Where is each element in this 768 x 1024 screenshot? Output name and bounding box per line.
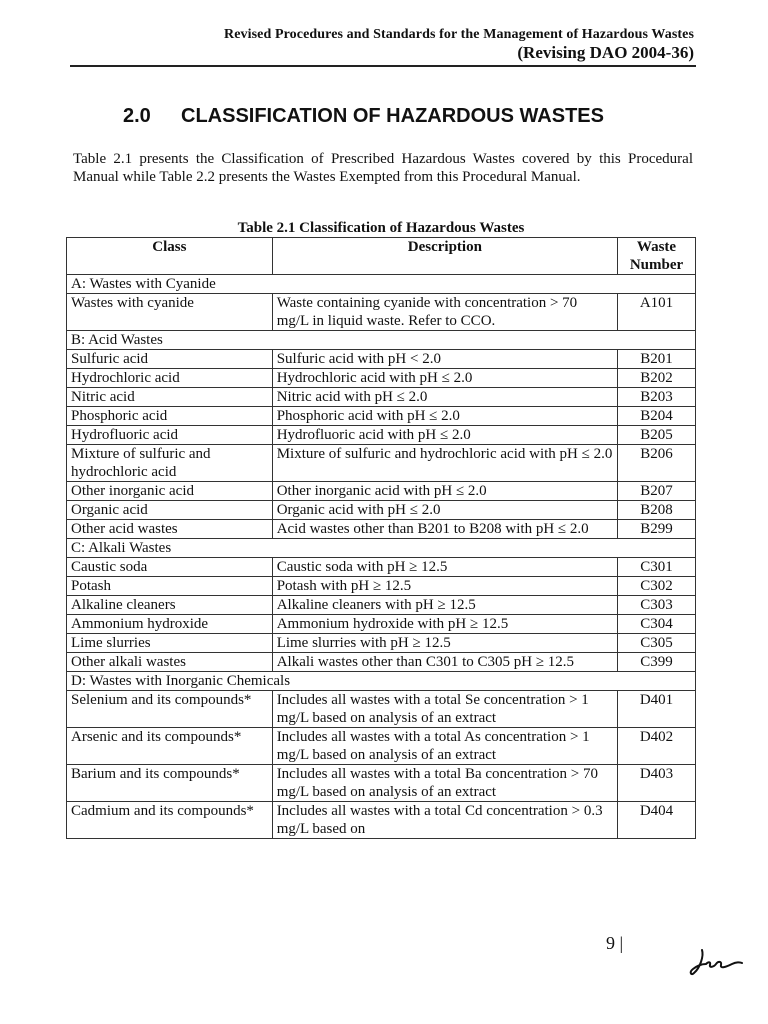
cell-waste-number: D402 (618, 728, 696, 765)
cell-waste-number: B202 (618, 369, 696, 388)
cell-description: Mixture of sulfuric and hydrochloric acid with pH ≤ 2.0 (272, 445, 617, 482)
cell-waste-number: C303 (618, 596, 696, 615)
cell-class: Nitric acid (67, 388, 273, 407)
table-row (67, 369, 696, 388)
section-number: 2.0 (123, 105, 151, 127)
table-row (67, 634, 696, 653)
cell-class: Other inorganic acid (67, 482, 273, 501)
cell-class: Potash (67, 577, 273, 596)
cell-waste-number: C304 (618, 615, 696, 634)
cell-waste-number: B205 (618, 426, 696, 445)
table-row (67, 653, 696, 672)
cell-description: Potash with pH ≥ 12.5 (272, 577, 617, 596)
cell-waste-number: C301 (618, 558, 696, 577)
cell-waste-number: B299 (618, 520, 696, 539)
cell-description: Organic acid with pH ≤ 2.0 (272, 501, 617, 520)
header-class: Class (67, 238, 273, 275)
cell-class: Ammonium hydroxide (67, 615, 273, 634)
header-subtitle: (Revising DAO 2004-36) (517, 43, 694, 62)
cell-waste-number: D401 (618, 691, 696, 728)
table-row (67, 802, 696, 839)
cell-waste-number: D403 (618, 765, 696, 802)
table-row (67, 407, 696, 426)
cell-description: Nitric acid with pH ≤ 2.0 (272, 388, 617, 407)
cell-description: Sulfuric acid with pH < 2.0 (272, 350, 617, 369)
cell-description: Alkali wastes other than C301 to C305 pH ≥ 12.5 (272, 653, 617, 672)
group-title: C: Alkali Wastes (67, 539, 696, 558)
table-row (67, 294, 696, 331)
section-title: CLASSIFICATION OF HAZARDOUS WASTES (181, 105, 604, 127)
table-row (67, 388, 696, 407)
table-row (67, 501, 696, 520)
section-heading (123, 104, 604, 128)
group-row (67, 672, 696, 691)
header-waste-number: Waste Number (618, 238, 696, 275)
header-rule (70, 65, 696, 67)
cell-class: Mixture of sulfuric and hydrochloric acid (67, 445, 273, 482)
cell-class: Other alkali wastes (67, 653, 273, 672)
cell-class: Hydrofluoric acid (67, 426, 273, 445)
cell-description: Includes all wastes with a total As concentration > 1 mg/L based on analysis of an extract (272, 728, 617, 765)
cell-class: Wastes with cyanide (67, 294, 273, 331)
group-row (67, 275, 696, 294)
cell-waste-number: B203 (618, 388, 696, 407)
table-row (67, 596, 696, 615)
cell-description: Caustic soda with pH ≥ 12.5 (272, 558, 617, 577)
intro-paragraph: Table 2.1 presents the Classification of Prescribed Hazardous Wastes covered by this Procedural Manual while Table 2.2 presents the Wastes Exempted from this Procedural Manual. (73, 151, 693, 185)
cell-class: Sulfuric acid (67, 350, 273, 369)
cell-description: Hydrochloric acid with pH ≤ 2.0 (272, 369, 617, 388)
cell-class: Other acid wastes (67, 520, 273, 539)
page-number: 9 | (606, 933, 624, 953)
table-header-row (67, 238, 696, 275)
group-row (67, 331, 696, 350)
table-body (67, 275, 696, 839)
cell-description: Hydrofluoric acid with pH ≤ 2.0 (272, 426, 617, 445)
cell-description: Phosphoric acid with pH ≤ 2.0 (272, 407, 617, 426)
table-row (67, 615, 696, 634)
running-header (70, 26, 694, 63)
cell-waste-number: D404 (618, 802, 696, 839)
table-row (67, 520, 696, 539)
table-row (67, 728, 696, 765)
cell-waste-number: C399 (618, 653, 696, 672)
cell-description: Acid wastes other than B201 to B208 with pH ≤ 2.0 (272, 520, 617, 539)
cell-description: Ammonium hydroxide with pH ≥ 12.5 (272, 615, 617, 634)
table-caption: Table 2.1 Classification of Hazardous Wastes (237, 220, 525, 236)
cell-class: Cadmium and its compounds* (67, 802, 273, 839)
cell-description: Other inorganic acid with pH ≤ 2.0 (272, 482, 617, 501)
header-title: Revised Procedures and Standards for the Management of Hazardous Wastes (223, 27, 694, 42)
cell-description: Includes all wastes with a total Cd concentration > 0.3 mg/L based on (272, 802, 617, 839)
cell-waste-number: B207 (618, 482, 696, 501)
cell-class: Selenium and its compounds* (67, 691, 273, 728)
cell-class: Barium and its compounds* (67, 765, 273, 802)
table-row (67, 558, 696, 577)
cell-class: Caustic soda (67, 558, 273, 577)
table-row (67, 577, 696, 596)
cell-description: Lime slurries with pH ≥ 12.5 (272, 634, 617, 653)
signature-mark (688, 946, 744, 978)
cell-class: Hydrochloric acid (67, 369, 273, 388)
table-row (67, 350, 696, 369)
cell-waste-number: C305 (618, 634, 696, 653)
table-row (67, 445, 696, 482)
cell-description: Alkaline cleaners with pH ≥ 12.5 (272, 596, 617, 615)
cell-class: Alkaline cleaners (67, 596, 273, 615)
group-title: D: Wastes with Inorganic Chemicals (67, 672, 696, 691)
cell-waste-number: B206 (618, 445, 696, 482)
cell-class: Lime slurries (67, 634, 273, 653)
group-title: A: Wastes with Cyanide (67, 275, 696, 294)
cell-waste-number: B208 (618, 501, 696, 520)
cell-waste-number: A101 (618, 294, 696, 331)
cell-description: Includes all wastes with a total Se concentration > 1 mg/L based on analysis of an extract (272, 691, 617, 728)
cell-waste-number: C302 (618, 577, 696, 596)
table-row (67, 691, 696, 728)
cell-description: Includes all wastes with a total Ba concentration > 70 mg/L based on analysis of an extract (272, 765, 617, 802)
cell-description: Waste containing cyanide with concentration > 70 mg/L in liquid waste. Refer to CCO. (272, 294, 617, 331)
cell-class: Arsenic and its compounds* (67, 728, 273, 765)
table-row (67, 426, 696, 445)
cell-class: Organic acid (67, 501, 273, 520)
cell-class: Phosphoric acid (67, 407, 273, 426)
header-description: Description (272, 238, 617, 275)
cell-waste-number: B201 (618, 350, 696, 369)
group-title: B: Acid Wastes (67, 331, 696, 350)
table-row (67, 482, 696, 501)
classification-table (66, 237, 696, 839)
table-row (67, 765, 696, 802)
cell-waste-number: B204 (618, 407, 696, 426)
group-row (67, 539, 696, 558)
